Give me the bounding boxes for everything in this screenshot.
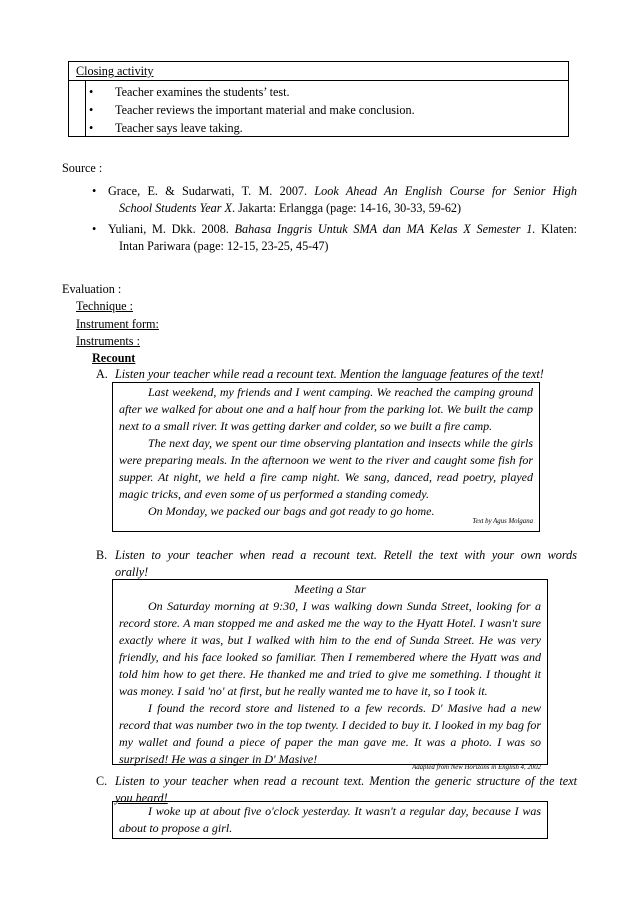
instrument-form-label: Instrument form: bbox=[76, 317, 159, 331]
bullet-icon: • bbox=[89, 121, 94, 135]
task-b-passage bbox=[112, 579, 548, 771]
source-ref-2: • Yuliani, M. Dkk. 2008. Bahasa Inggris Untuk SMA dan MA Kelas X Semester 1. Klaten: Intan Pariwara (page: 12-15, 23-25, 45-47) bbox=[92, 222, 577, 253]
passage-title: Meeting a Star bbox=[294, 582, 366, 596]
recount-heading: Recount bbox=[92, 351, 136, 365]
bullet-icon: • bbox=[92, 184, 97, 198]
task-a-credit: Text by Agus Molgana bbox=[472, 518, 533, 525]
task-a-prompt: Listen your teacher while read a recount text. Mention the language features of the text! bbox=[115, 367, 544, 381]
passage-paragraph: Last weekend, my friends and I went camping. We reached the camping ground after we walked for about one and a half hour from the parking lot. We built the camp next to a small river. It was getting darker and colder, so we built a fire camp. bbox=[119, 385, 533, 433]
bullet-icon: • bbox=[92, 222, 97, 236]
task-c-letter: C. bbox=[96, 774, 108, 788]
bullet-icon: • bbox=[89, 85, 94, 99]
bullet-icon: • bbox=[89, 103, 94, 117]
technique-label: Technique : bbox=[76, 299, 134, 313]
task-b-prompt: Listen to your teacher when read a recount text. Retell the text with your own words orally! bbox=[115, 548, 577, 579]
task-b-letter: B. bbox=[96, 548, 108, 562]
instruments-label: Instruments : bbox=[76, 334, 140, 348]
task-a-letter: A. bbox=[96, 367, 108, 381]
task-a-passage bbox=[112, 382, 540, 532]
passage-paragraph: I woke up at about five o'clock yesterday. It wasn't a regular day, because I was about to propose a girl. bbox=[119, 804, 541, 835]
passage-paragraph: The next day, we spent our time observing plantation and insects while the girls were preparing meals. In the afternoon we went to the river and caught some fish for supper. At night, we held a fire camp night. We sang, danced, read poetry, played magic tricks, and even some of us performed a standing comedy. bbox=[119, 436, 533, 501]
passage-paragraph: On Saturday morning at 9:30, I was walking down Sunda Street, looking for a record store. A man stopped me and asked me the way to the Hyatt Hotel. I wasn't sure exactly where it was, but I walked with him to the end of Sunda Street. He was very friendly, and his face looked so familiar. Then I remembered where the Hyatt was and told him how to get there. He thanked me and tried to give me something. I thought it was money. I said 'no' at first, but he really wanted me to have it, so I took it. bbox=[119, 599, 541, 698]
task-c-prompt: Listen to your teacher when read a recount text. Mention the generic structure of the text you heard! bbox=[115, 774, 577, 805]
passage-paragraph: I found the record store and listened to a few records. D' Masive had a new record that was number two in the top twenty. I decided to buy it. I looked in my bag for my wallet and found a piece of paper the man gave me. It was a photo. I was so surprised! He was a singer in D' Masive! bbox=[119, 701, 541, 766]
list-item: • Teacher says leave taking. bbox=[89, 121, 243, 135]
task-b-credit: Adapted from New Horizons in English 4, 2002 bbox=[412, 764, 541, 771]
closing-activity-heading: Closing activity bbox=[76, 64, 154, 78]
passage-paragraph: On Monday, we packed our bags and got ready to go home. bbox=[148, 504, 435, 518]
source-label: Source : bbox=[62, 161, 103, 175]
closing-list-divider bbox=[85, 81, 86, 136]
closing-activity-list bbox=[68, 80, 569, 137]
list-item: • Teacher examines the students’ test. bbox=[89, 85, 290, 99]
closing-activity-header bbox=[68, 61, 569, 81]
source-ref-1: • Grace, E. & Sudarwati, T. M. 2007. Look Ahead An English Course for Senior High School Students Year X. Jakarta: Erlangga (page: 14-16, 30-33, 59-62) bbox=[92, 184, 577, 215]
evaluation-label: Evaluation : bbox=[62, 282, 122, 296]
task-c-passage bbox=[112, 801, 548, 839]
list-item: • Teacher reviews the important material and make conclusion. bbox=[89, 103, 415, 117]
